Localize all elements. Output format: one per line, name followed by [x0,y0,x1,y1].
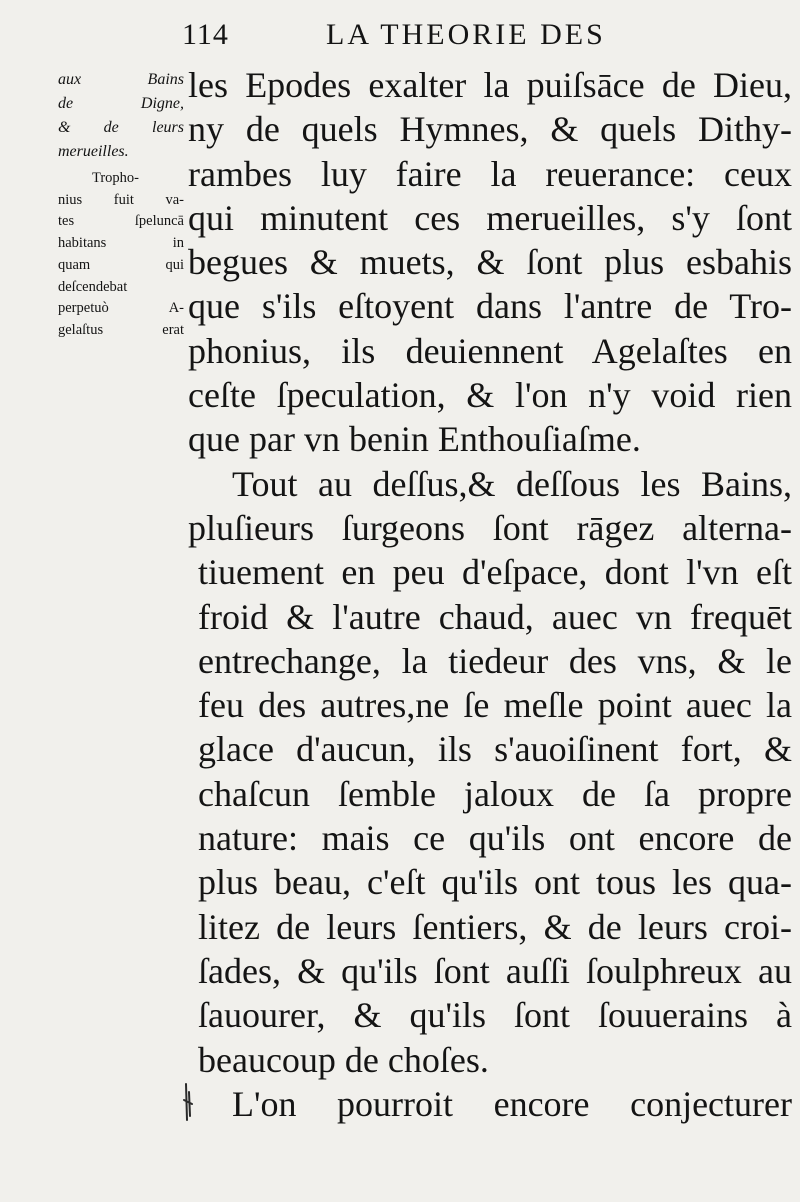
text-line: froid & l'autre chaud, auec vn frequēt [198,596,792,637]
text-line: que s'ils eſtoyent dans l'antre de Tro- [188,286,792,327]
margin-note-line: deſcendebat [58,278,128,295]
ink-mark-icon [180,1082,196,1122]
text-line: entrechange, la tiedeur des vns, & le [198,640,792,681]
text-line: Tout au deſſus,& deſſous les Bains, [232,463,792,504]
text-line: ceſte ſpeculation, & l'on n'y void rien [188,375,792,416]
paragraph-2 [188,462,792,1082]
text-line: les Epodes exalter la puiſsāce de Dieu, [188,65,792,105]
text-line: ſauourer, & qu'ils ſont ſouuerains à [198,995,792,1036]
margin-note-line: de Digne, [58,95,184,112]
text-line: ny de quels Hymnes, & quels Dithy- [188,109,792,150]
text-line: chaſcun ſemble jaloux de ſa propre [198,773,792,814]
text-line: qui minutent ces merueilles, s'y ſont [188,197,792,238]
margin-note-trophonius [58,168,184,342]
margin-note-line: gelaſtus erat [58,321,184,338]
margin-note-line: Tropho- [92,170,140,186]
body-text [188,63,792,1126]
text-line: litez de leurs ſentiers, & de leurs croi- [198,906,792,947]
page-header [0,16,800,56]
text-line: que par vn benin Enthouſiaſme. [188,419,641,460]
text-line: rambes luy faire la reuerance: ceux [188,153,792,194]
margin-note-line: tes ſpeluncā [58,213,184,230]
text-line: glace d'aucun, ils s'auoiſinent fort, & [198,729,792,770]
text-line: pluſieurs ſurgeons ſont rāgez alterna- [188,507,792,548]
paragraph-3 [188,1082,792,1126]
margin-note-line: quam qui [58,256,184,273]
margin-notes [58,68,184,342]
paragraph-1 [188,63,792,462]
margin-note-line: & de leurs [58,119,184,136]
text-line: feu des autres,ne ſe meſle point auec la [198,685,792,726]
margin-note-line: nius fuit va- [58,191,184,208]
page-number: 114 [182,18,229,51]
margin-note-line: aux Bains [58,71,184,88]
text-line: tiuement en peu d'eſpace, dont l'vn eſt [198,552,792,593]
text-line: begues & muets, & ſont plus esbahis [188,242,792,283]
margin-note-baths [58,68,184,164]
margin-note-line: merueilles. [58,143,129,160]
text-line: ſades, & qu'ils ſont auſſi ſoulphreux au [198,950,792,991]
margin-note-line: habitans in [58,235,184,252]
margin-note-line: perpetuò A- [58,300,184,317]
text-line: nature: mais ce qu'ils ont encore de [198,818,792,859]
running-title: LA THEORIE DES [326,18,606,51]
text-line: beaucoup de choſes. [198,1039,489,1080]
text-line: L'on pourroit encore conjecturer [232,1083,792,1124]
text-line: phonius, ils deuiennent Agelaſtes en [188,330,792,371]
text-line: plus beau, c'eſt qu'ils ont tous les qua- [198,862,792,903]
